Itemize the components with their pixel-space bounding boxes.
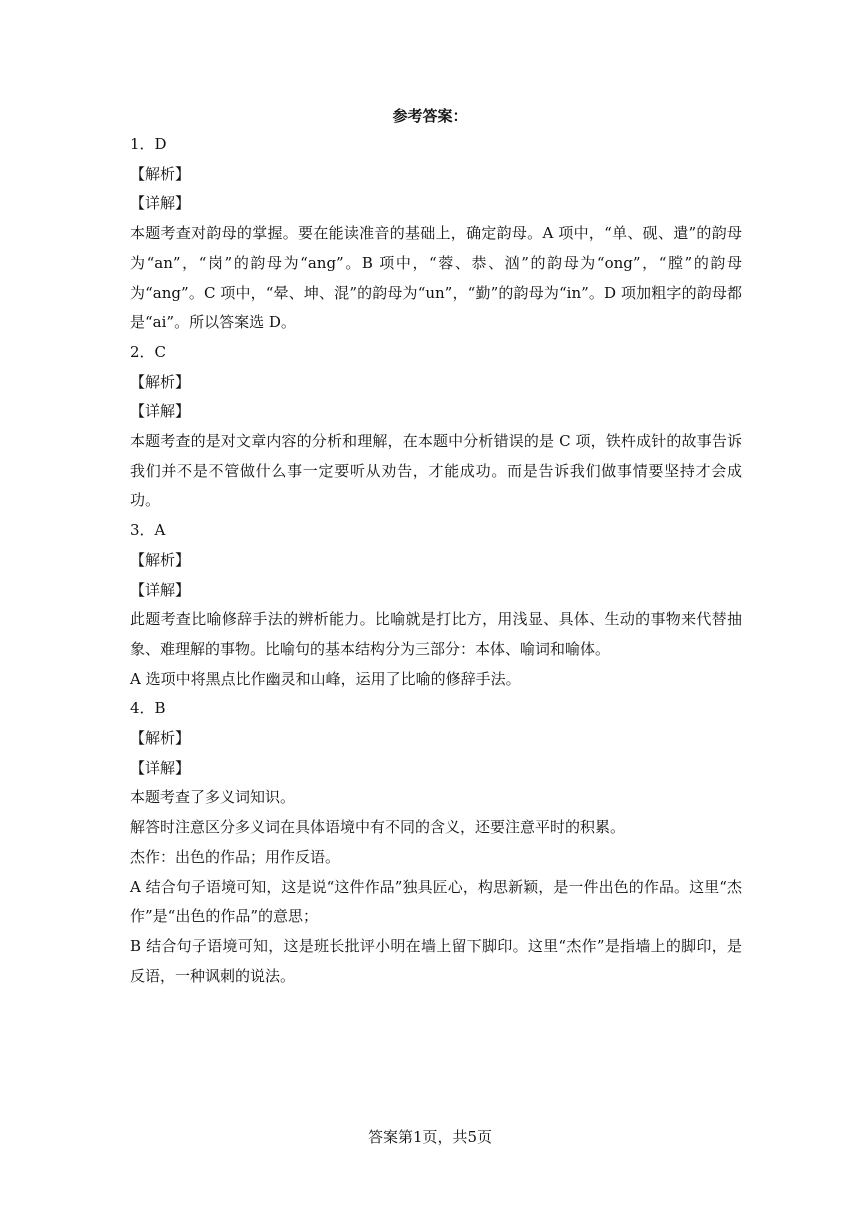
answer-3-jiexi-label: 【解析】 [130,550,191,569]
answer-content [130,130,742,991]
page-title: 参考答案： [392,107,468,125]
answer-3-number: 3．A [130,521,166,540]
answer-1-explanation: 本题考查对韵母的掌握。要在能读准音的基础上，确定韵母。A 项中，“单、砚、遣”的韵母为“an”，“岗”的韵母为“ang”。B 项中，“蓉、恭、汹”的韵母为“ong”，“膛”的韵母为“ang”。C 项中，“晕、坤、混”的韵母为“un”，“勤”的韵母为“in”。D 项加粗字的韵母都是“ai”。所以答案选 D。 [130,224,742,332]
answer-4-jiexi-label: 【解析】 [130,729,191,748]
page-footer: 答案第1页，共5页 [367,1128,493,1146]
answer-3-option-a: A 选项中将黑点比作幽灵和山峰，运用了比喻的修辞手法。 [130,669,521,688]
answer-4-number: 4．B [130,699,166,718]
answer-1-number: 1．D [130,135,167,153]
answer-1-jiexi-label: 【解析】 [130,164,191,183]
answer-3-explanation: 此题考查比喻修辞手法的辨析能力。比喻就是打比方，用浅显、具体、生动的事物来代替抽象、难理解的事物。比喻句的基本结构分为三部分：本体、喻词和喻体。 [130,610,742,658]
answer-4-line-1: 本题考查了多义词知识。 [130,788,296,807]
answer-4-line-2: 解答时注意区分多义词在具体语境中有不同的含义，还要注意平时的积累。 [130,818,626,837]
answer-2-xiangjie-label: 【详解】 [130,402,191,421]
answer-2-number: 2．C [130,342,167,361]
answer-1-xiangjie-label: 【详解】 [130,194,191,213]
answer-2-jiexi-label: 【解析】 [130,372,191,391]
answer-4-option-a: A 结合句子语境可知，这是说“这件作品”独具匠心，构思新颖，是一件出色的作品。这里“杰作”是“出色的作品”的意思； [130,877,742,926]
answer-3-xiangjie-label: 【详解】 [130,580,191,599]
answer-4-option-b: B 结合句子语境可知，这是班长批评小明在墙上留下脚印。这里“杰作”是指墙上的脚印，是反语，一种讽刺的说法。 [130,936,742,985]
answer-4-xiangjie-label: 【详解】 [130,758,191,777]
answer-4-line-3: 杰作：出色的作品；用作反语。 [130,847,341,866]
answer-2-explanation: 本题考查的是对文章内容的分析和理解，在本题中分析错误的是 C 项，铁杵成针的故事告诉我们并不是不管做什么事一定要听从劝告，才能成功。而是告诉我们做事情要坚持才会成功。 [130,432,742,510]
